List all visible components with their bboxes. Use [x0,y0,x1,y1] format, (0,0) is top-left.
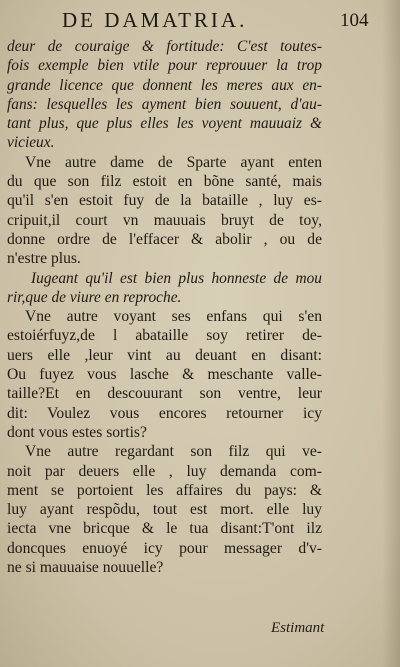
text-line: deur de couraige & fortitude: C'est toutes- [7,38,322,55]
text-line: rir,que de viure en reproche. [7,288,182,306]
page-edge-shadow [382,0,400,667]
text-line: Iugeant qu'il est bien plus honneste de mou [31,269,322,287]
text-line: estoiérfuyz,de l abataille soy retirer de- [7,327,322,345]
text-line: noit par deuers elle , luy demanda com- [7,462,322,480]
text-line: Ou fuyez vous lasche & meschante valle- [7,366,322,384]
text-line: tant plus, que plus elles les voyent mauuaiz & [7,115,322,133]
text-line: luy ayant respõdu, tout est mort. elle luy [7,501,322,519]
text-line: cripuit,il court vn mauuais bruyt de toy, [7,211,322,229]
catchword: Estimant [271,620,325,636]
text-line: taille?Et en descouurant son ventre, leur [7,385,322,403]
text-line: n'estre plus. [7,250,81,268]
running-title: DE DAMATRIA. [62,8,248,32]
text-line: Vne autre dame de Sparte ayant enten [25,153,322,171]
page-number: 104 [340,10,369,31]
text-line: dit: Voulez vous encores retourner icy [7,404,322,422]
text-line: qu'il s'en estoit fuy de la bataille , luy es- [7,192,322,210]
text-line: uers elle ,leur vint au deuant en disant: [7,346,322,364]
text-line: fans: lesquelles les ayment bien souuent, d'au- [7,95,322,113]
text-line: dont vous estes sortis? [7,423,147,441]
text-line: grande licence que donnent les meres aux en- [7,76,322,94]
text-line: Vne autre regardant son filz qui ve- [25,443,322,461]
text-line: Vne autre voyant ses enfans qui s'en [25,308,322,326]
body-text [7,37,322,577]
text-line: doncques enuoyé icy pour messager d'v- [7,539,322,557]
text-line: fois exemple bien vtile pour reprouuer la trop [7,57,322,75]
text-line: du que son filz estoit en bõne santé, mais [7,173,322,191]
text-line: iecta vne bricque & le tua disant:T'ont ilz [7,520,322,538]
text-line: ment se portoient les affaires du pays: & [7,481,322,499]
text-line: donne ordre de l'effacer & abolir , ou de [7,230,322,248]
text-line: vicieux. [7,134,55,152]
text-line: ne si mauuaise nouuelle? [7,559,164,577]
